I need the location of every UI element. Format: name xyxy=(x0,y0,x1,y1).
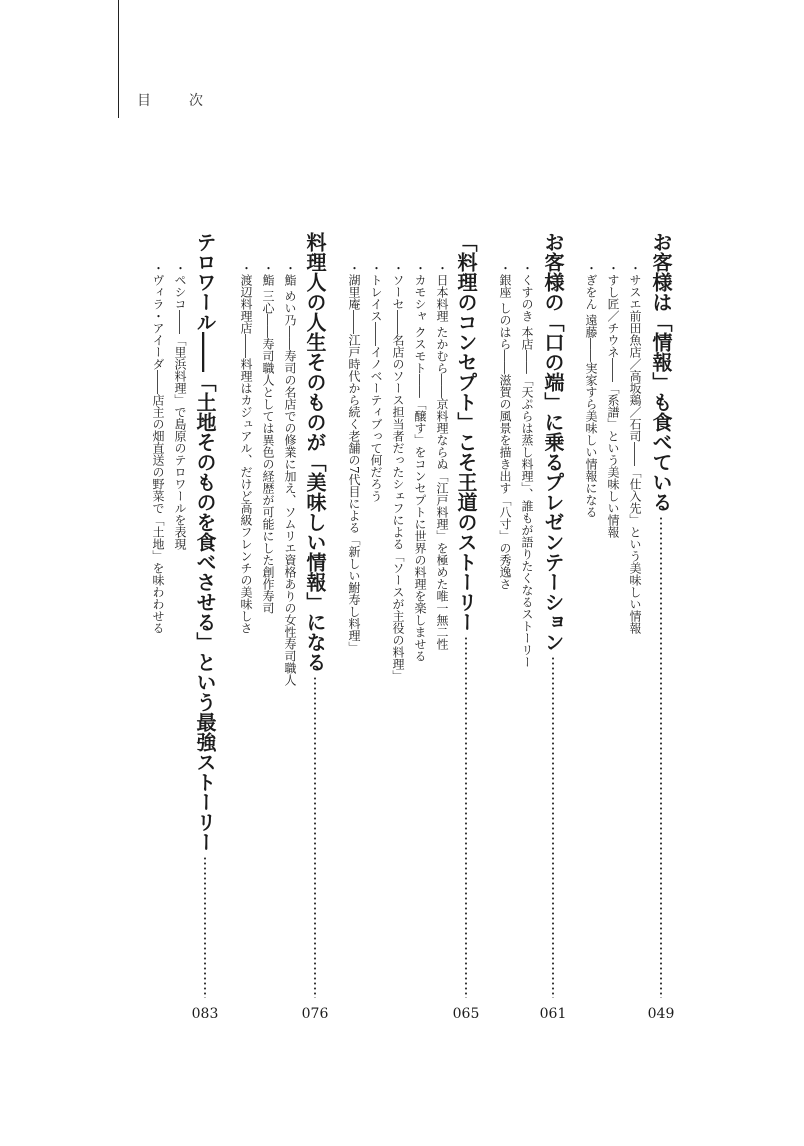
page-number: 065 xyxy=(452,1006,480,1022)
toc-entry[interactable] xyxy=(300,232,330,1022)
dot-leader xyxy=(538,656,568,998)
dot-leader xyxy=(300,676,330,998)
page-number: 061 xyxy=(539,1006,567,1022)
dot-leader xyxy=(646,516,676,998)
toc-subentry: ・鮨 めい乃――寿司の名店での修業に加え、ソムリエ資格ありの女性寿司職人 xyxy=(283,262,297,686)
page-number: 076 xyxy=(301,1006,329,1022)
toc-subentry: ・ぎをん 遠藤――実家すら美味しい情報になる xyxy=(584,262,598,518)
toc-subentry: ・すし匠／チウネ――「系譜」という美味しい情報 xyxy=(606,262,620,538)
toc-subentry: ・銀座 しのはら――滋賀の風景を描き出す「八寸」の秀逸さ xyxy=(498,262,512,590)
toc-subentry: ・日本料理 たかむら――京料理ならぬ「江戸料理」を極めた唯一無二性 xyxy=(435,262,449,650)
chapter-title: お客様の「口の端」に乗るプレゼンテーション xyxy=(541,232,565,652)
dot-leader xyxy=(451,636,481,998)
toc-subentry: ・渡辺料理店――料理はカジュアル、だけど高級フレンチの美味しさ xyxy=(239,262,253,634)
toc-entry[interactable] xyxy=(190,232,220,1022)
page-number: 083 xyxy=(191,1006,219,1022)
toc-subentry: ・カモシャ クスモト――「醸す」をコンセプトに世界の料理を楽しませる xyxy=(413,262,427,662)
chapter-title: お客様は「情報」も食べている xyxy=(649,232,673,512)
chapter-title: 「料理のコンセプト」こそ王道のストーリー xyxy=(454,232,478,632)
toc-entry[interactable] xyxy=(646,232,676,1022)
chapter-title: テロワール――「土地そのものを食べさせる」という最強ストーリー xyxy=(193,232,217,852)
running-head: 目 次 xyxy=(137,93,215,109)
dot-leader xyxy=(190,856,220,998)
toc-subentry: ・湖里庵――江戸時代から続く老舗の7代目による「新しい鮒寿し料理」 xyxy=(347,262,361,654)
toc-subentry: ・ペシコ――「里浜料理」で島原のテロワールを表現 xyxy=(173,262,187,550)
toc-subentry: ・サスエ前田魚店／高坂鶏／石司――「仕入先」という美味しい情報 xyxy=(628,262,642,634)
toc-subentry: ・ヴィラ・アイーダ――店主の畑直送の野菜で「土地」を味わわせる xyxy=(151,262,165,634)
chapter-title: 料理人の人生そのものが「美味しい情報」になる xyxy=(303,232,327,672)
toc-subentry: ・ソーセ――名店のソース担当者だったシェフによる「ソースが主役の料理」 xyxy=(391,262,405,682)
toc-subentry: ・トレイス――イノベーティブって何だろう xyxy=(369,262,383,502)
toc-entry[interactable] xyxy=(538,232,568,1022)
toc-subentry: ・くすのき 本店――「天ぷらは蒸し料理」、誰もが語りたくなるストーリー xyxy=(520,262,534,668)
toc-entry[interactable] xyxy=(451,232,481,1022)
page-number: 049 xyxy=(647,1006,675,1022)
toc-subentry: ・鮨 三心――寿司職人としては異色の経歴が可能にした創作寿司 xyxy=(261,262,275,614)
